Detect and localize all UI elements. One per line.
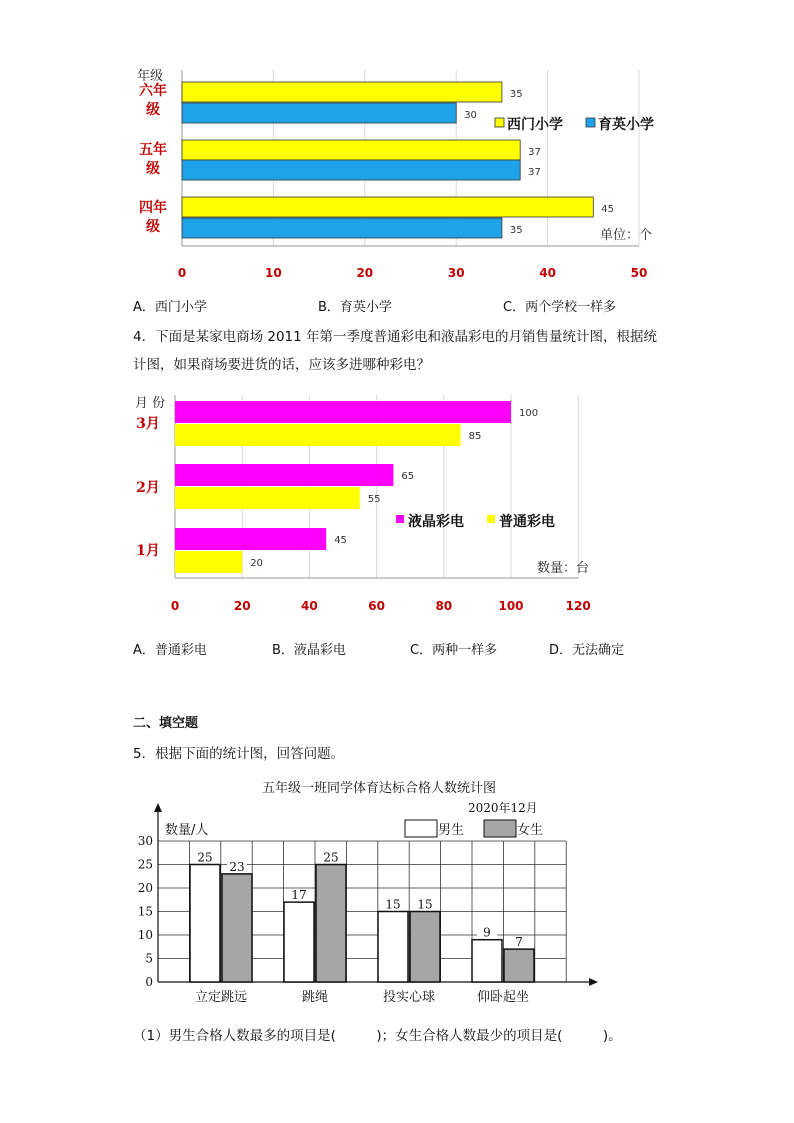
chart2-data-label: 85 — [468, 431, 482, 442]
q4-option-c[interactable]: C．两种一样多 — [410, 643, 498, 658]
chart1-legend-label: 育英小学 — [598, 117, 654, 133]
chart2-category-label: 1月 — [136, 543, 160, 559]
chart1-data-label: 30 — [464, 110, 477, 121]
chart3-y-axis-arrow — [154, 803, 162, 812]
chart3-bar — [410, 912, 440, 983]
chart1-category-label: 级 — [146, 102, 160, 118]
chart1-legend-swatch — [586, 118, 595, 127]
q4-option-b[interactable]: B．液晶彩电 — [272, 643, 346, 658]
chart2-data-label: 20 — [250, 558, 263, 569]
chart3-legend-label: 女生 — [517, 823, 544, 838]
q4-option-d[interactable]: D．无法确定 — [549, 643, 625, 658]
chart2-category-label: 3月 — [136, 416, 160, 432]
chart3-bar — [378, 912, 408, 983]
chart3-y-tick: 10 — [137, 928, 153, 942]
chart1-x-tick: 30 — [447, 266, 465, 280]
chart2-x-tick: 40 — [301, 599, 318, 613]
chart1-x-tick: 40 — [539, 266, 556, 280]
chart1-bar — [182, 82, 502, 102]
chart1-category-label: 六年 — [139, 83, 167, 99]
chart3-title: 五年级一班同学体育达标合格人数统计图 — [261, 781, 497, 796]
chart1-category-label: 级 — [146, 161, 160, 177]
chart3-category-label: 立定跳远 — [194, 990, 248, 1005]
chart3-category-label: 仰卧起坐 — [476, 990, 530, 1005]
chart2-x-tick: 0 — [170, 599, 180, 613]
q3-option-c[interactable]: C．两个学校一样多 — [503, 300, 617, 315]
chart3-bar — [284, 902, 314, 982]
chart3-data-label: 25 — [323, 850, 339, 865]
chart1-x-tick: 10 — [265, 266, 282, 280]
chart2-bar — [175, 424, 461, 446]
chart2-x-tick: 80 — [435, 599, 453, 613]
chart3-bar — [504, 949, 534, 982]
chart2-bar — [175, 464, 393, 486]
chart2-x-tick: 20 — [233, 599, 251, 613]
chart3-legend-label: 男生 — [438, 823, 465, 838]
chart3-y-axis-title: 数量/人 — [165, 823, 209, 838]
chart2-unit-label: 数量：台 — [537, 561, 590, 576]
chart1-y-axis-title: 年级 — [137, 69, 164, 84]
chart1-x-tick: 20 — [356, 266, 374, 280]
chart3-bar — [190, 865, 220, 983]
chart1-bar — [182, 218, 502, 238]
chart2-data-label: 55 — [367, 494, 381, 505]
chart3-y-tick: 20 — [137, 881, 153, 895]
chart3-date: 2020年12月 — [468, 801, 538, 815]
chart2-x-tick: 60 — [368, 599, 385, 613]
chart2-data-label: 100 — [519, 408, 539, 419]
chart2-x-tick: 120 — [565, 599, 591, 613]
chart3-y-tick: 15 — [137, 904, 153, 919]
q4-option-a[interactable]: A．普通彩电 — [133, 643, 207, 658]
chart2-x-tick: 100 — [498, 599, 524, 613]
chart1-data-label: 37 — [528, 147, 541, 158]
chart2-legend-label: 普通彩电 — [499, 514, 555, 530]
chart3-data-label: 23 — [229, 859, 245, 874]
q4-text-line2: 计图，如果商场要进货的话，应该多进哪种彩电？ — [133, 357, 430, 373]
q3-option-b[interactable]: B．育英小学 — [318, 300, 392, 315]
chart3-data-label: 15 — [385, 897, 401, 912]
chart1-data-label: 37 — [528, 167, 541, 178]
chart2-y-axis-title: 月 份 — [135, 396, 166, 411]
chart1-category-label: 四年 — [139, 200, 167, 216]
chart2-legend-label: 液晶彩电 — [408, 514, 464, 530]
chart1-data-label: 45 — [601, 204, 615, 215]
chart3-legend-swatch — [405, 820, 437, 837]
chart2-legend-swatch — [487, 515, 495, 523]
chart1-data-label: 35 — [509, 225, 523, 236]
chart1-category-label: 五年 — [139, 142, 167, 158]
chart1-data-label: 35 — [509, 89, 523, 100]
chart1-bar — [182, 160, 520, 180]
chart3-category-label: 投实心球 — [382, 990, 436, 1005]
chart2-category-label: 2月 — [136, 480, 160, 496]
chart3-legend-swatch — [484, 820, 516, 837]
chart1-legend-swatch — [495, 118, 504, 127]
chart1-x-tick: 0 — [177, 266, 187, 280]
chart3-data-label: 7 — [515, 935, 523, 950]
chart2-bar — [175, 528, 326, 550]
chart1-unit-label: 单位：个 — [600, 228, 653, 243]
chart1-category-label: 级 — [146, 219, 160, 235]
q5-text: 5．根据下面的统计图，回答问题。 — [133, 746, 345, 762]
chart1-bar — [182, 103, 456, 123]
chart3-y-tick: 25 — [137, 857, 153, 872]
chart2-bar — [175, 401, 511, 423]
chart3-bar — [316, 865, 346, 983]
section-title: 二、填空题 — [133, 716, 199, 731]
chart1-x-tick: 50 — [630, 266, 648, 280]
chart1-bar — [182, 197, 593, 217]
chart2-data-label: 65 — [401, 471, 415, 482]
chart1-legend-label: 西门小学 — [507, 117, 563, 133]
chart3-y-tick: 5 — [145, 951, 153, 966]
chart3-data-label: 25 — [197, 850, 213, 865]
chart3-data-label: 9 — [483, 925, 491, 940]
chart3-y-tick: 0 — [145, 975, 153, 989]
chart2-data-label: 45 — [334, 535, 347, 546]
chart3-data-label: 17 — [291, 888, 307, 903]
chart2-bar — [175, 551, 242, 573]
chart3-x-axis-arrow — [589, 978, 598, 986]
chart3-data-label: 15 — [417, 897, 433, 912]
chart3-category-label: 跳绳 — [301, 990, 329, 1005]
chart2-legend-swatch — [396, 515, 404, 523]
q4-text-line1: 4．下面是某家电商场 2011 年第一季度普通彩电和液晶彩电的月销售量统计图，根据统 — [133, 329, 658, 345]
q5-part1: （1）男生合格人数最多的项目是( )；女生合格人数最少的项目是( )。 — [133, 1028, 622, 1044]
chart2-bar — [175, 487, 360, 509]
chart3-bar — [472, 940, 502, 982]
chart3-y-tick: 30 — [137, 834, 153, 848]
chart3-bar — [222, 874, 252, 982]
q3-option-a[interactable]: A．西门小学 — [133, 300, 207, 315]
chart1-bar — [182, 140, 520, 160]
